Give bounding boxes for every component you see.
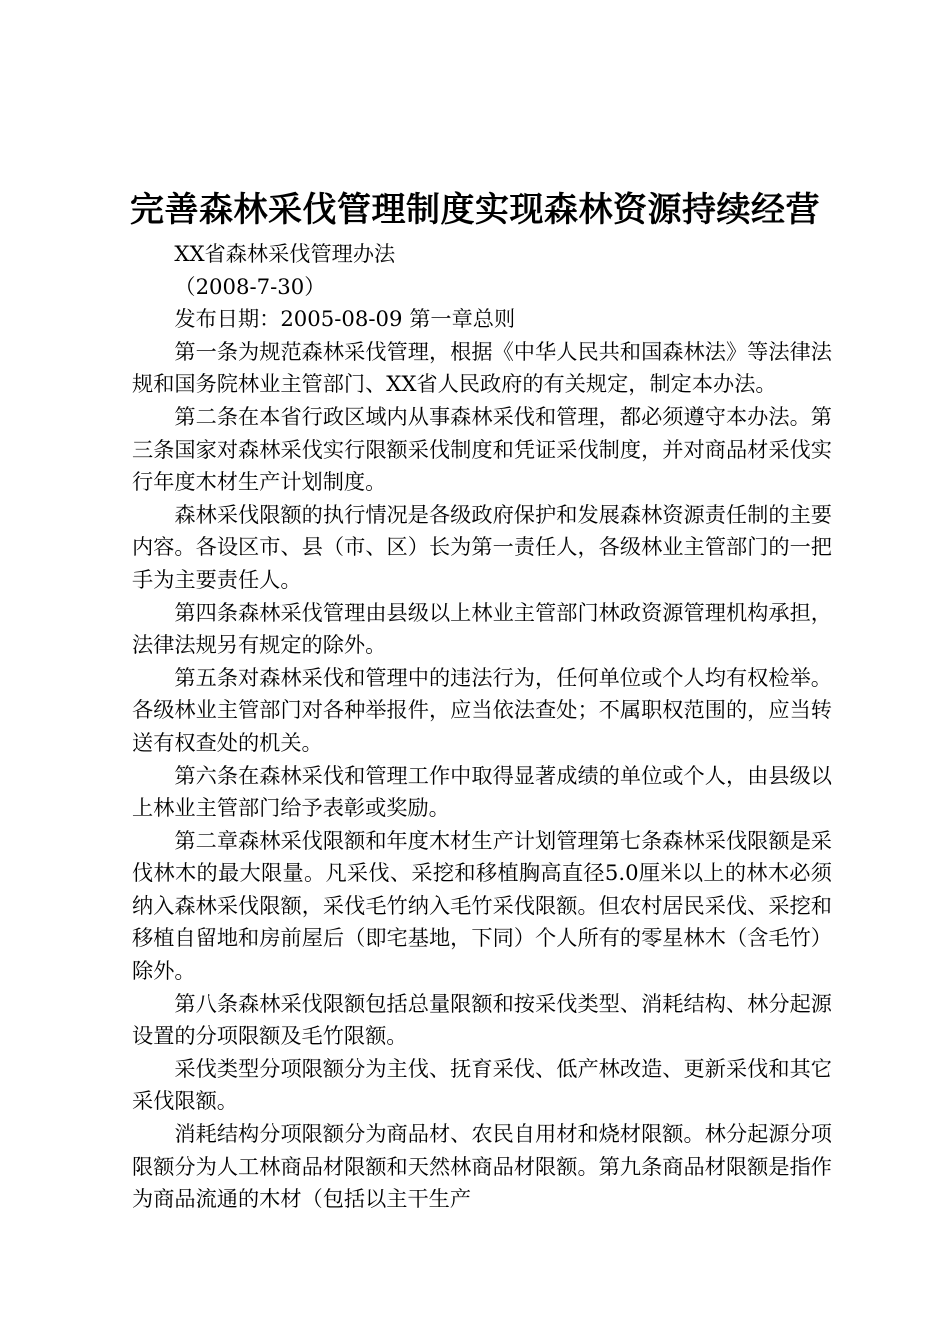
paragraph-article-1: 第一条为规范森林采伐管理，根据《中华人民共和国森林法》等法律法规和国务院林业主管部门、XX省人民政府的有关规定，制定本办法。 xyxy=(132,338,832,397)
paragraph-article-8: 第八条森林采伐限额包括总量限额和按采伐类型、消耗结构、林分起源设置的分项限额及毛竹限额。 xyxy=(132,990,832,1049)
paragraph-article-5: 第五条对森林采伐和管理中的违法行为，任何单位或个人均有权检举。各级林业主管部门对各种举报件，应当依法查处；不属职权范围的，应当转送有权查处的机关。 xyxy=(132,664,832,755)
paragraph-harvest-types: 采伐类型分项限额分为主伐、抚育采伐、低产林改造、更新采伐和其它采伐限额。 xyxy=(132,1055,832,1114)
paragraph-article-4: 第四条森林采伐管理由县级以上林业主管部门林政资源管理机构承担，法律法规另有规定的除外。 xyxy=(132,599,832,658)
paragraph-publish-date: 发布日期：2005-08-09 第一章总则 xyxy=(174,306,516,332)
paragraph-date: （2008-7-30） xyxy=(174,273,326,299)
paragraph-article-6: 第六条在森林采伐和管理工作中取得显著成绩的单位或个人，由县级以上林业主管部门给予表彰或奖励。 xyxy=(132,762,832,821)
paragraph-regulation-name: XX省森林采伐管理办法 xyxy=(174,241,396,266)
document-body xyxy=(132,238,832,1216)
paragraph-responsibility: 森林采伐限额的执行情况是各级政府保护和发展森林资源责任制的主要内容。各设区市、县（市、区）长为第一责任人，各级林业主管部门的一把手为主要责任人。 xyxy=(132,501,832,592)
document-title: 完善森林采伐管理制度实现森林资源持续经营 xyxy=(130,190,820,230)
paragraph-chapter-2-article-7: 第二章森林采伐限额和年度木材生产计划管理第七条森林采伐限额是采伐林木的最大限量。凡采伐、采挖和移植胸高直径5.0厘米以上的林木必须纳入森林采伐限额，采伐毛竹纳入毛竹采伐限额。但农村居民采伐、采挖和移植自留地和房前屋后（即宅基地，下同）个人所有的零星林木（含毛竹）除外。 xyxy=(132,827,832,984)
paragraph-article-2-3: 第二条在本省行政区域内从事森林采伐和管理，都必须遵守本办法。第三条国家对森林采伐实行限额采伐制度和凭证采伐制度，并对商品材采伐实行年度木材生产计划制度。 xyxy=(132,403,832,495)
paragraph-consumption-structure: 消耗结构分项限额分为商品材、农民自用材和烧材限额。林分起源分项限额分为人工林商品材限额和天然林商品材限额。第九条商品材限额是指作为商品流通的木材（包括以主干生产 xyxy=(132,1121,832,1212)
